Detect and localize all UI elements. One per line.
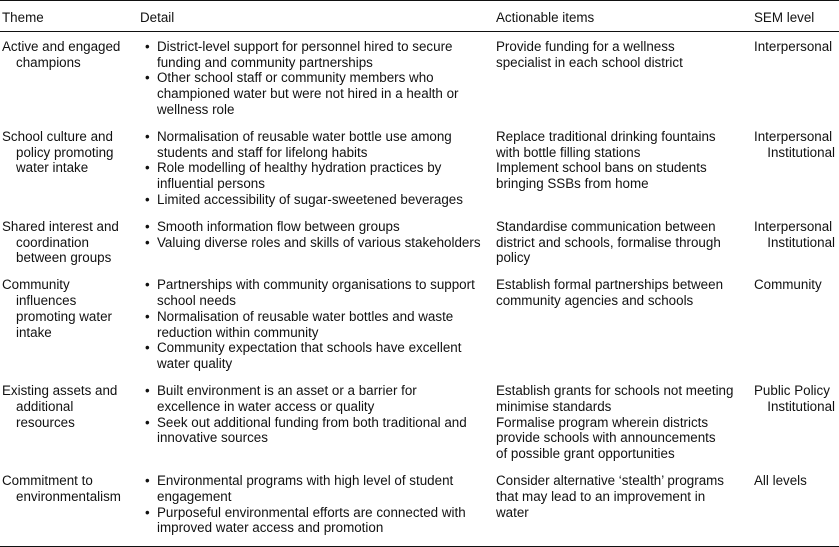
detail-line: • Built environment is an asset or a barrier for xyxy=(157,382,417,398)
detail-line: • Community expectation that schools have excellent xyxy=(157,340,462,356)
actionable-item xyxy=(496,160,748,192)
sem-level-cell xyxy=(752,214,839,272)
theme-line: between groups xyxy=(16,250,112,266)
sem-level-line: Institutional xyxy=(767,398,835,414)
actionable-line: Consider alternative ‘stealth’ programs xyxy=(496,472,724,488)
detail-bullet-item xyxy=(140,192,490,208)
detail-bullet-item xyxy=(140,70,490,117)
header-theme: Theme xyxy=(0,1,138,32)
detail-line: students and staff for lifelong habits xyxy=(157,144,368,160)
actionable-cell xyxy=(494,124,752,214)
theme-text xyxy=(2,219,134,266)
detail-line: • Valuing diverse roles and skills of various stakeholders xyxy=(157,234,481,250)
detail-line: wellness role xyxy=(157,101,235,117)
actionable-line: Replace traditional drinking fountains xyxy=(496,128,716,144)
actionable-line: Establish grants for schools not meeting xyxy=(496,382,734,398)
theme-line: Shared interest and xyxy=(2,218,119,234)
theme-line: policy promoting xyxy=(16,144,114,160)
actionable-cell xyxy=(494,31,752,123)
theme-line: Active and engaged xyxy=(2,38,121,54)
actionable-item xyxy=(496,39,748,71)
detail-bullet-list xyxy=(140,219,490,251)
theme-line: additional xyxy=(16,398,74,414)
actionable-item xyxy=(496,415,748,462)
detail-bullet-item xyxy=(140,39,490,71)
detail-bullet-list xyxy=(140,129,490,208)
actionable-item xyxy=(496,129,748,161)
theme-line: environmentalism xyxy=(16,488,121,504)
actionable-line: that may lead to an improvement in xyxy=(496,488,706,504)
sem-level-line: Institutional xyxy=(767,234,835,250)
table-row xyxy=(0,468,839,547)
detail-cell xyxy=(138,468,494,547)
detail-bullet-item xyxy=(140,415,490,447)
detail-line: • Smooth information flow between groups xyxy=(157,218,400,234)
theme-line: School culture and xyxy=(2,128,113,144)
detail-bullet-item xyxy=(140,473,490,505)
detail-bullet-item xyxy=(140,340,490,372)
detail-bullet-item xyxy=(140,383,490,415)
sem-level-line: Interpersonal xyxy=(754,218,833,234)
detail-cell xyxy=(138,272,494,378)
sem-level-line: Interpersonal xyxy=(754,128,833,144)
theme-line: water intake xyxy=(16,160,89,176)
theme-line: intake xyxy=(16,324,52,340)
header-sem-level: SEM level xyxy=(752,1,839,32)
theme-text xyxy=(2,383,134,430)
actionable-cell xyxy=(494,468,752,547)
detail-line: • Role modelling of healthy hydration practices by xyxy=(157,160,442,176)
detail-line: water quality xyxy=(157,356,233,372)
detail-line: excellence in water access or quality xyxy=(157,398,375,414)
theme-cell xyxy=(0,124,138,214)
table-row xyxy=(0,378,839,468)
detail-bullet-list xyxy=(140,277,490,372)
detail-line: innovative sources xyxy=(157,430,268,446)
theme-cell xyxy=(0,378,138,468)
sem-level-line: Public Policy xyxy=(754,382,830,398)
sem-level-line: Interpersonal xyxy=(754,38,833,54)
actionable-line: water xyxy=(496,504,529,520)
detail-bullet-item xyxy=(140,235,490,251)
actionable-line: of possible grant opportunities xyxy=(496,446,675,462)
detail-line: improved water access and promotion xyxy=(157,520,384,536)
theme-line: influences xyxy=(16,292,77,308)
actionable-line: provide schools with announcements xyxy=(496,430,716,446)
actionable-line: with bottle filling stations xyxy=(496,144,641,160)
sem-level-line: Institutional xyxy=(767,144,835,160)
theme-text xyxy=(2,473,134,505)
sem-level-line: All levels xyxy=(754,472,807,488)
actionable-line: specialist in each school district xyxy=(496,54,683,70)
sem-level-cell xyxy=(752,31,839,123)
detail-bullet-item xyxy=(140,277,490,309)
actionable-line: bringing SSBs from home xyxy=(496,176,649,192)
theme-line: Commitment to xyxy=(2,472,93,488)
actionable-line: Standardise communication between xyxy=(496,218,716,234)
actionable-line: district and schools, formalise through xyxy=(496,234,721,250)
detail-cell xyxy=(138,31,494,123)
theme-text xyxy=(2,277,134,340)
actionable-line: Provide funding for a wellness xyxy=(496,38,675,54)
sem-level-cell xyxy=(752,272,839,378)
theme-line: promoting water xyxy=(16,308,113,324)
sem-level-line: Community xyxy=(754,277,822,293)
actionable-line: Implement school bans on students xyxy=(496,160,707,176)
detail-line: school needs xyxy=(157,292,236,308)
theme-cell xyxy=(0,272,138,378)
theme-cell xyxy=(0,31,138,123)
detail-line: • Limited accessibility of sugar-sweetened beverages xyxy=(157,191,463,207)
detail-bullet-item xyxy=(140,129,490,161)
theme-line: coordination xyxy=(16,234,89,250)
sem-level-cell xyxy=(752,124,839,214)
table-header-row xyxy=(0,1,839,32)
actionable-item xyxy=(496,383,748,415)
actionable-cell xyxy=(494,272,752,378)
detail-bullet-item xyxy=(140,219,490,235)
actionable-line: Formalise program wherein districts xyxy=(496,414,709,430)
detail-line: championed water but were not hired in a health or xyxy=(157,86,459,102)
detail-bullet-list xyxy=(140,473,490,536)
detail-cell xyxy=(138,378,494,468)
theme-line: champions xyxy=(16,54,81,70)
detail-line: • Purposeful environmental efforts are connected with xyxy=(157,504,466,520)
detail-line: funding and community partnerships xyxy=(157,54,373,70)
detail-bullet-list xyxy=(140,383,490,446)
theme-text xyxy=(2,39,134,71)
detail-line: reduction within community xyxy=(157,324,319,340)
actionable-line: Establish formal partnerships between xyxy=(496,277,724,293)
detail-line: • Seek out additional funding from both traditional and xyxy=(157,414,467,430)
detail-line: influential persons xyxy=(157,176,265,192)
table-body xyxy=(0,31,839,546)
table-row xyxy=(0,272,839,378)
table-row xyxy=(0,214,839,272)
actionable-line: policy xyxy=(496,250,531,266)
detail-cell xyxy=(138,124,494,214)
detail-line: • Normalisation of reusable water bottle use among xyxy=(157,128,452,144)
detail-bullet-item xyxy=(140,309,490,341)
actionable-item xyxy=(496,473,748,520)
header-actionable-items: Actionable items xyxy=(494,1,752,32)
actionable-line: minimise standards xyxy=(496,398,612,414)
detail-line: engagement xyxy=(157,488,232,504)
detail-line: • Partnerships with community organisations to support xyxy=(157,277,475,293)
theme-cell xyxy=(0,468,138,547)
actionable-cell xyxy=(494,214,752,272)
detail-bullet-list xyxy=(140,39,490,118)
theme-line: resources xyxy=(16,414,75,430)
theme-text xyxy=(2,129,134,176)
theme-cell xyxy=(0,214,138,272)
detail-line: • Normalisation of reusable water bottles and waste xyxy=(157,308,454,324)
table-row xyxy=(0,124,839,214)
sem-level-cell xyxy=(752,468,839,547)
actionable-item xyxy=(496,277,748,309)
detail-bullet-item xyxy=(140,505,490,537)
actionable-item xyxy=(496,219,748,266)
sem-level-cell xyxy=(752,378,839,468)
theme-line: Existing assets and xyxy=(2,382,118,398)
detail-line: • Other school staff or community members who xyxy=(157,70,434,86)
table-row xyxy=(0,31,839,123)
detail-cell xyxy=(138,214,494,272)
actionable-line: community agencies and schools xyxy=(496,292,694,308)
actionable-cell xyxy=(494,378,752,468)
detail-line: • District-level support for personnel hired to secure xyxy=(157,38,453,54)
header-detail: Detail xyxy=(138,1,494,32)
detail-line: • Environmental programs with high level of student xyxy=(157,472,454,488)
theme-line: Community xyxy=(2,277,70,293)
detail-bullet-item xyxy=(140,160,490,192)
